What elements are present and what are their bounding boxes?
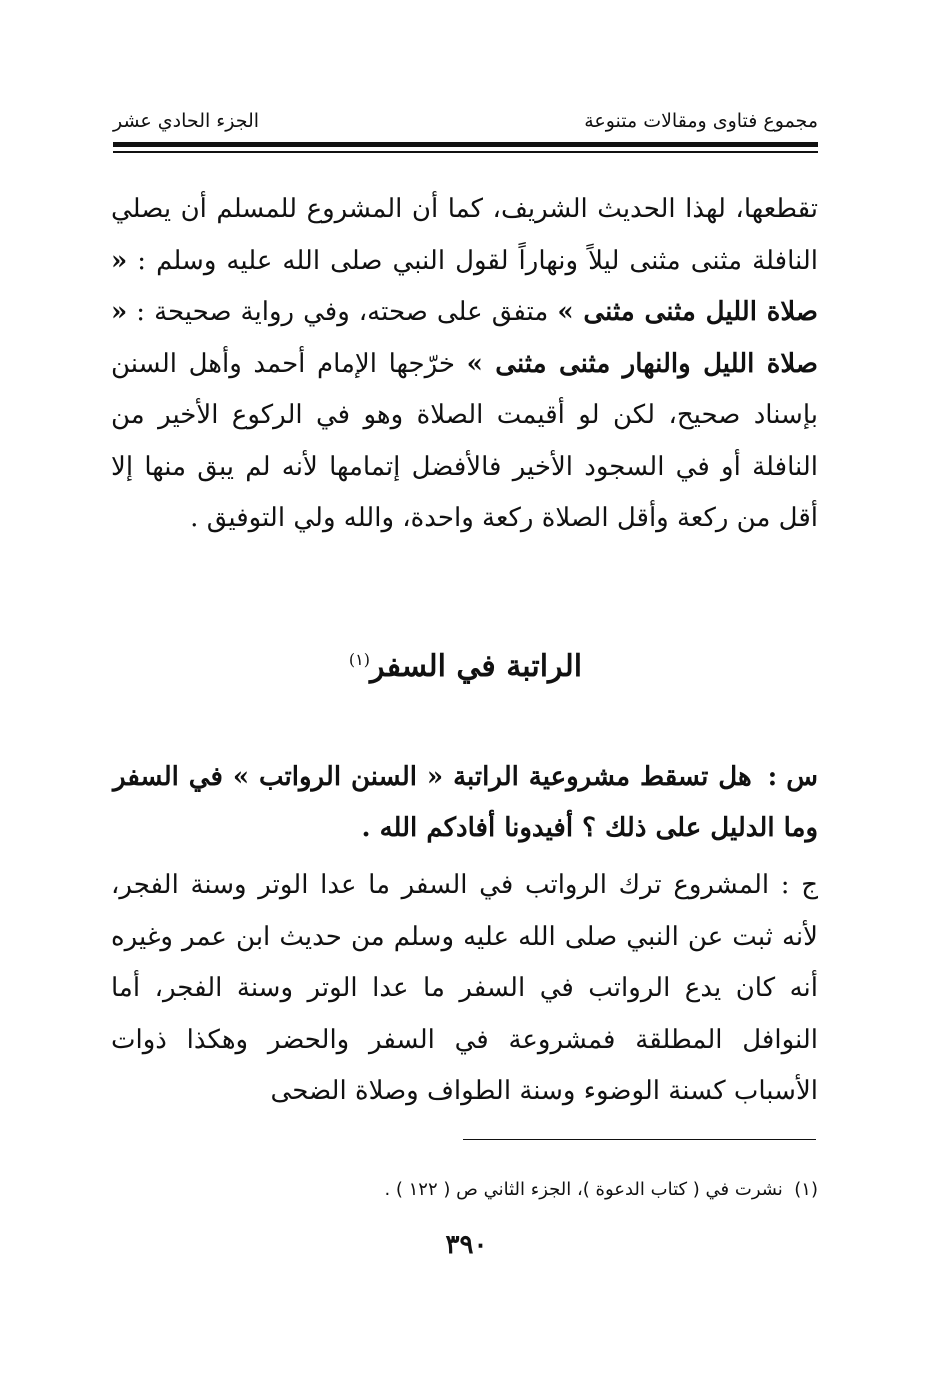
section-heading <box>113 630 818 697</box>
paragraph-text-a: تقطعها، لهذا الحديث الشريف، كما أن المشروع للمسلم أن يصلي النافلة مثنى مثنى ليلاً ونهاراً لقول النبي صلى الله عليه وسلم : <box>111 194 818 276</box>
footnote-text: نشرت في ( كتاب الدعوة )، الجزء الثاني ص ( ١٢٢ ) . <box>384 1179 783 1200</box>
footnote-number: (١) <box>794 1179 818 1200</box>
footnote-reference: (١) <box>348 650 371 669</box>
footnote-separator <box>463 1139 816 1140</box>
question-label: س : <box>767 762 818 792</box>
paragraph-text-c: خرّجها الإمام أحمد وأهل السنن بإسناد صحيح، لكن لو أقيمت الصلاة وهو في الركوع الأخير من النافلة أو في السجود الأخير فالأفضل إتمامها لأنه لم يبق منها إلا أقل من ركعة وأقل الصلاة ركعة واحدة، والله ولي التوفيق . <box>111 348 818 533</box>
page-number: ٣٩٠ <box>445 1230 488 1260</box>
section-title: الراتبة في السفر <box>370 649 583 684</box>
header-book-title: مجموع فتاوى ومقالات متنوعة <box>584 110 818 132</box>
question-block <box>113 752 818 854</box>
question-text: هل تسقط مشروعية الراتبة « السنن الرواتب » في السفر وما الدليل على ذلك ؟ أفيدونا أفادكم الله . <box>113 762 818 843</box>
paragraph-continuation <box>111 184 818 545</box>
header-rule-thin <box>113 151 818 153</box>
footnote <box>113 1172 818 1208</box>
answer-label: ج : <box>780 870 818 900</box>
answer-text: المشروع ترك الرواتب في السفر ما عدا الوتر وسنة الفجر، لأنه ثبت عن النبي صلى الله عليه وسلم من حديث ابن عمر وغيره أنه كان يدع الرواتب في السفر ما عدا الوتر وسنة الفجر، أما النوافل المطلقة فمشروعة في السفر والحضر وهكذا ذوات الأسباب كسنة الوضوء وسنة الطواف وصلاة الضحى <box>111 870 818 1106</box>
header-rule-thick <box>113 142 818 147</box>
header-volume-title: الجزء الحادي عشر <box>113 110 260 132</box>
hadith-quote-1: « صلاة الليل مثنى مثنى » <box>111 245 818 327</box>
hadith-quote-2: « صلاة الليل والنهار مثنى مثنى » <box>111 297 818 379</box>
paragraph-text-b: متفق على صحته، وفي رواية صحيحة : <box>127 297 558 327</box>
running-header <box>113 104 818 138</box>
answer-block <box>111 860 818 1118</box>
